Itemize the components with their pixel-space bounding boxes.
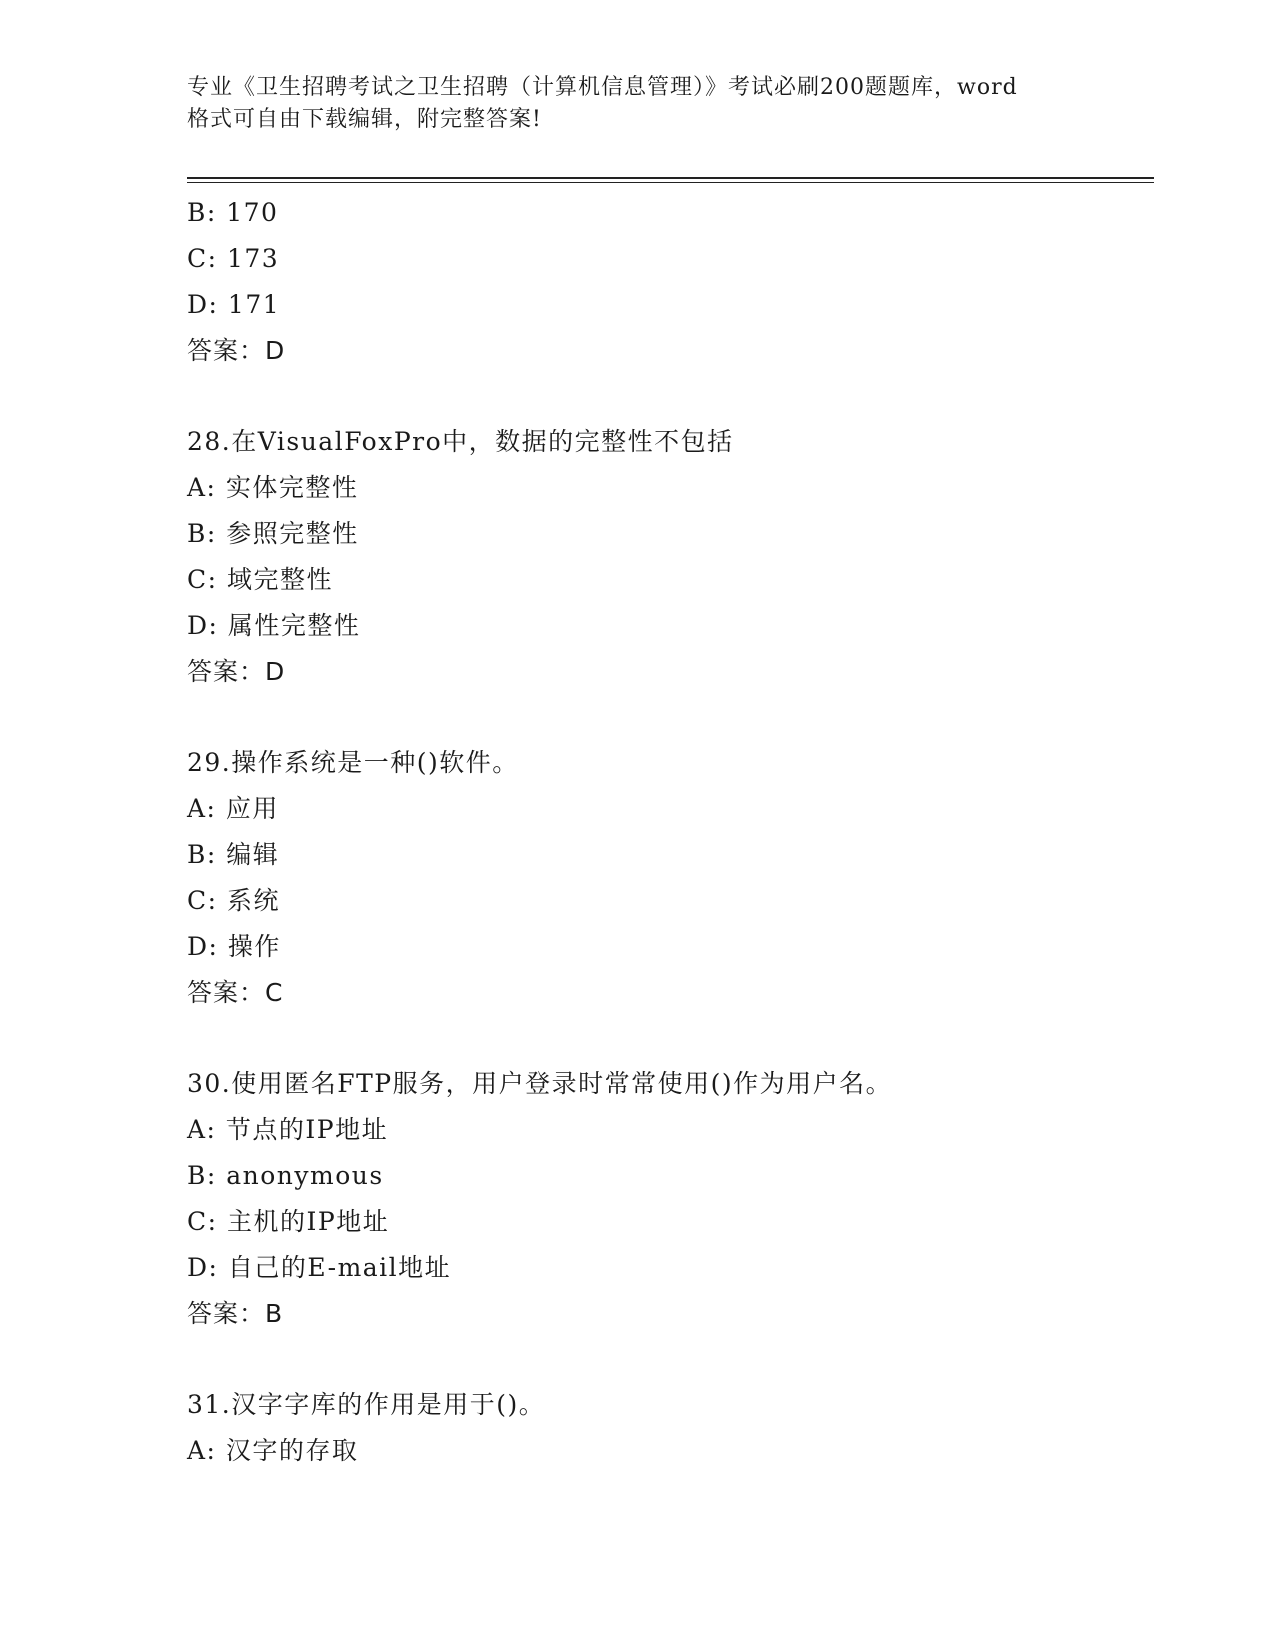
option-c: C: 173 [187, 244, 280, 273]
question-list [187, 190, 1154, 1474]
option-d: D: 171 [187, 290, 281, 319]
option-d: D: 自己的E-mail地址 [187, 1253, 452, 1282]
question-27-continued [187, 190, 1154, 374]
question-stem: 28.在VisualFoxPro中，数据的完整性不包括 [187, 427, 734, 456]
option-d: D: 属性完整性 [187, 611, 361, 640]
option-b: B: 参照完整性 [187, 519, 359, 548]
answer: 答案：C [187, 978, 284, 1007]
header-line-1: 专业《卫生招聘考试之卫生招聘（计算机信息管理）》考试必刷200题题库，word [187, 75, 1018, 100]
question-28 [187, 419, 1154, 695]
option-c: C: 系统 [187, 886, 280, 915]
question-30 [187, 1061, 1154, 1337]
question-29 [187, 740, 1154, 1016]
option-a: A: 汉字的存取 [187, 1436, 359, 1465]
answer: 答案：B [187, 1299, 284, 1328]
option-a: A: 实体完整性 [187, 473, 359, 502]
question-31 [187, 1382, 1154, 1474]
header-divider-thick [187, 177, 1154, 179]
answer: 答案：D [187, 657, 286, 686]
header-divider-thin [187, 182, 1154, 183]
document-header [187, 72, 1087, 136]
question-stem: 31.汉字字库的作用是用于()。 [187, 1390, 546, 1419]
option-d: D: 操作 [187, 932, 281, 961]
option-a: A: 应用 [187, 794, 279, 823]
question-stem: 29.操作系统是一种()软件。 [187, 748, 519, 777]
option-c: C: 主机的IP地址 [187, 1207, 390, 1236]
option-a: A: 节点的IP地址 [187, 1115, 389, 1144]
header-line-2: 格式可自由下载编辑，附完整答案! [187, 107, 542, 132]
answer: 答案：D [187, 336, 286, 365]
option-b: B: 编辑 [187, 840, 280, 869]
option-b: B: 170 [187, 198, 279, 227]
question-stem: 30.使用匿名FTP服务，用户登录时常常使用()作为用户名。 [187, 1069, 893, 1098]
option-b: B: anonymous [187, 1161, 384, 1190]
option-c: C: 域完整性 [187, 565, 333, 594]
